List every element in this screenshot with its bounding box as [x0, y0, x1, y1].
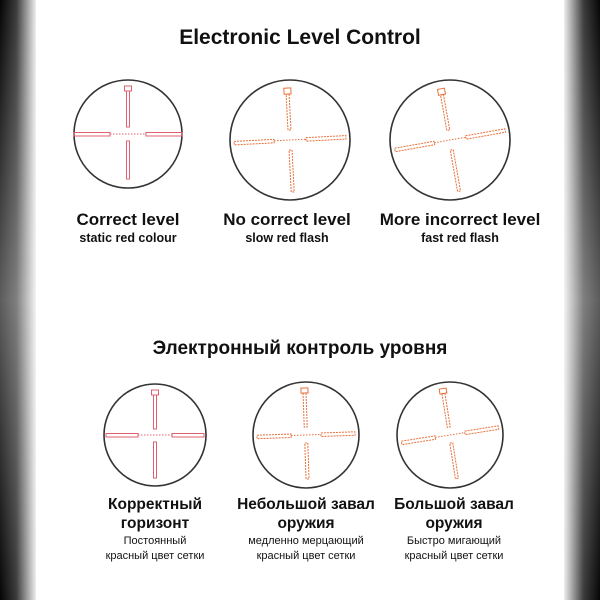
label-line1-small-tilt: Небольшой завал	[237, 496, 375, 513]
label-line2-correct-horizon: горизонт	[120, 515, 190, 532]
sub-line2-big-tilt: красный цвет сетки	[404, 550, 504, 562]
reticle-big-tilt	[395, 380, 505, 490]
label-no-correct-level: No correct level	[223, 210, 351, 229]
sub-line1-big-tilt: Быстро мигающий	[406, 535, 502, 547]
reticle-correct-horizon	[102, 382, 208, 488]
left-gradient-border	[0, 0, 36, 600]
label-correct-level: Correct level	[76, 210, 180, 229]
sub-line2-correct-horizon: красный цвет сетки	[105, 550, 205, 562]
reticle-more-incorrect-level	[388, 78, 512, 202]
caption-no-correct-level	[192, 210, 382, 246]
label-more-incorrect-level: More incorrect level	[379, 210, 541, 229]
english-title: Electronic Level Control	[179, 26, 421, 49]
label-line1-correct-horizon: Корректный	[108, 496, 202, 513]
sub-line1-small-tilt: медленно мерцающий	[248, 535, 364, 547]
reticle-no-correct-level	[228, 78, 352, 202]
sublabel-correct-level: static red colour	[79, 231, 177, 245]
label-line2-big-tilt: оружия	[425, 515, 483, 532]
sub-line2-small-tilt: красный цвет сетки	[256, 550, 356, 562]
sublabel-no-correct-level: slow red flash	[245, 231, 329, 245]
caption-big-tilt	[359, 495, 549, 563]
label-line1-big-tilt: Большой завал	[394, 496, 514, 513]
label-line2-small-tilt: оружия	[277, 515, 335, 532]
russian-title: Электронный контроль уровня	[152, 338, 448, 359]
caption-more-incorrect-level	[362, 210, 558, 246]
sub-line1-correct-horizon: Постоянный	[123, 535, 187, 547]
right-gradient-border	[564, 0, 600, 600]
sublabel-more-incorrect-level: fast red flash	[421, 231, 499, 245]
reticle-small-tilt	[251, 380, 361, 490]
reticle-correct-level	[72, 78, 184, 190]
